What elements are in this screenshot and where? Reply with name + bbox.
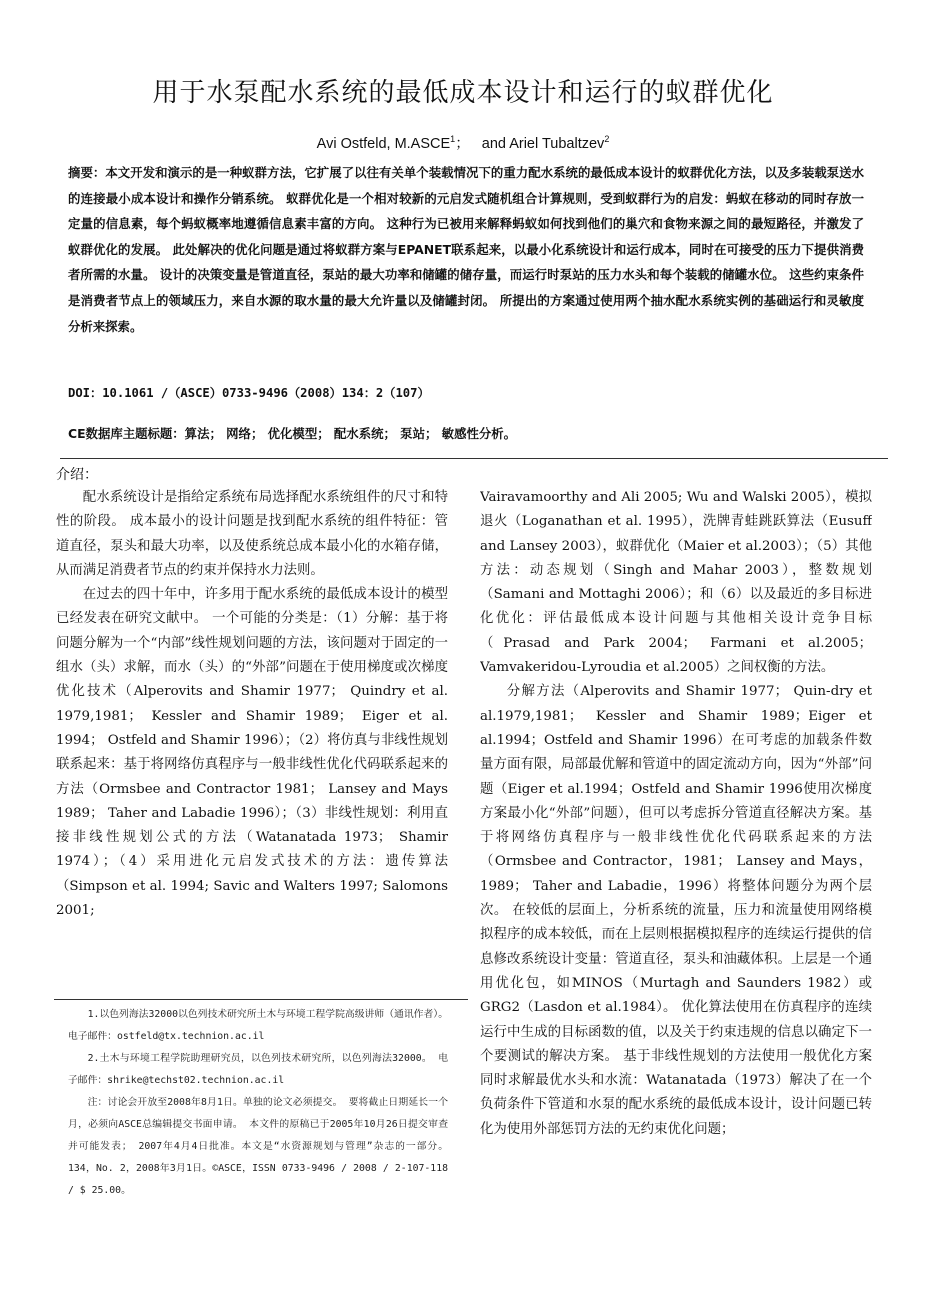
doi: DOI：10.1061 /（ASCE）0733-9496（2008）134：2（107） bbox=[68, 386, 430, 400]
author-2-affiliation-mark: 2 bbox=[604, 134, 610, 145]
left-column bbox=[56, 486, 448, 972]
abstract: 摘要：本文开发和演示的是一种蚁群方法，它扩展了以往有关单个装载情况下的重力配水系统的最低成本设计的蚁群优化方法，以及多装载泵送水的连接最小成本设计和操作分销系统。 蚁群优化是一个相对较新的元启发式随机组合计算规则，受到蚁群行为的启发：蚂蚁在移动的同时存放一定量的信息素，每个蚂蚁概率地遵循信息素丰富的方向。 这种行为已被用来解释蚂蚁如何找到他们的巢穴和食物来源之间的最短路径，并激发了蚁群优化的发展。 此处解决的优化问题是通过将蚁群方案与EPANET联系起来，以最小化系统设计和运行成本，同时在可接受的压力下提供消费者所需的水量。 设计的决策变量是管道直径，泵站的最大功率和储罐的储存量，而运行时泵站的压力水头和每个装载的储罐水位。 这些约束条件是消费者节点上的领域压力，来自水源的取水量的最大允许量以及储罐封闭。 所提出的方案通过使用两个抽水配水系统实例的基础运行和灵敏度分析来探索。 bbox=[68, 165, 864, 334]
section-divider bbox=[60, 458, 888, 459]
author-1: Avi Ostfeld, M.ASCE bbox=[316, 136, 451, 152]
footnote-note: 注：讨论会开放至2008年8月1日。单独的论文必须提交。 要将截止日期延长一个月，必须向ASCE总编辑提交书面申请。 本文件的原稿已于2005年10月26日提交审查并可能发表； 2007年4月4日批准。本文是“水资源规划与管理”杂志的一部分。 134，No. 2，2008年3月1日。©ASCE，ISSN 0733-9496 / 2008 / 2-107-118 / $ 25.00。 bbox=[68, 1097, 448, 1196]
footnote-divider bbox=[54, 999, 468, 1000]
keywords: CE数据库主题标题：算法； 网络； 优化模型； 配水系统； 泵站； 敏感性分析。 bbox=[68, 426, 517, 441]
author-separator: ； bbox=[455, 136, 470, 152]
author-2: and Ariel Tubaltzev bbox=[481, 136, 605, 152]
footnote-affiliation-1: 1.以色列海法32000以色列技术研究所土木与环境工程学院高级讲师（通讯作者）。 电子邮件：ostfeld@tx.technion.ac.il bbox=[68, 1009, 448, 1042]
paper-title: 用于水泵配水系统的最低成本设计和运行的蚁群优化 bbox=[152, 78, 774, 108]
right-column bbox=[480, 486, 872, 1276]
paragraph: Vairavamoorthy and Ali 2005; Wu and Walski 2005），模拟退火（Loganathan et al. 1995），洗牌青蛙跳跃算法（Eusuff and Lansey 2003），蚁群优化（Maier et al.2003）；（5）其他方法：动态规划（Singh and Mahar 2003），整数规划（Samani and Mottaghi 2006）；和（6）以及最近的多目标进化优化：评估最低成本设计问题与其他相关设计竞争目标（Prasad and Park 2004； Farmani et al.2005；Vamvakeridou-Lyroudia et al.2005）之间权衡的方法。 bbox=[480, 490, 872, 676]
paragraph: 在过去的四十年中，许多用于配水系统的最低成本设计的模型已经发表在研究文献中。 一个可能的分类是：（1）分解：基于将问题分解为一个“内部”线性规划问题的方法，该问题对于固定的一组水（头）求解，而水（头）的“外部”问题在于使用梯度或次梯度优化技术（Alperovits and Shamir 1977； Quindry et al. 1979,1981； Kessler and Shamir 1989； Eiger et al. 1994； Ostfeld and Shamir 1996）；（2）将仿真与非线性规划联系起来：基于将网络仿真程序与一般非线性优化代码联系起来的方法（Ormsbee and Contractor 1981； Lansey and Mays 1989； Taher and Labadie 1996）；（3）非线性规划：利用直接非线性规划公式的方法（Watanatada 1973； Shamir 1974）；（4）采用进化元启发式技术的方法：遗传算法（Simpson et al. 1994; Savic and Walters 1997; Salomons 2001; bbox=[56, 587, 448, 919]
footnote-affiliation-2: 2.土木与环境工程学院助理研究员，以色列技术研究所，以色列海法32000。 电子邮件：shrike@techst02.technion.ac.il bbox=[68, 1053, 448, 1086]
paragraph: 分解方法（Alperovits and Shamir 1977； Quin-dry et al.1979,1981； Kessler and Shamir 1989；Eiger et al.1994；Ostfeld and Shamir 1996）在可考虑的加载条件数量方面有限，局部最优解和管道中的固定流动方向，因为“外部”问题（Eiger et al.1994；Ostfeld and Shamir 1996使用次梯度方案最小化“外部”问题），但可以考虑拆分管道直径解决方案。基于将网络仿真程序与一般非线性优化代码联系起来的方法（Ormsbee and Contractor，1981； Lansey and Mays，1989； Taher and Labadie，1996）将整体问题分为两个层次。 在较低的层面上，分析系统的流量，压力和流量使用网络模拟程序的成本较低，而在上层则根据模拟程序的连续运行提供的信息修改系统设计变量：管道直径，泵头和油藏体积。上层是一个通用优化包，如MINOS（Murtagh and Saunders 1982）或GRG2（Lasdon et al.1984）。 优化算法使用在仿真程序的连续运行中生成的目标函数的值，以及关于约束违规的信息以确定下一个要测试的解决方案。 基于非线性规划的方法使用一般优化方案同时求解最优水头和水流：Watanatada（1973）解决了在一个负荷条件下管道和水泵的配水系统的最低成本设计，设计问题已转化为使用外部惩罚方法的无约束优化问题； bbox=[480, 684, 872, 1137]
author-line bbox=[0, 132, 926, 153]
author-1-affiliation-mark: 1 bbox=[450, 134, 456, 145]
footnotes bbox=[68, 1004, 448, 1244]
section-heading-introduction: 介绍： bbox=[56, 467, 98, 483]
paragraph: 配水系统设计是指给定系统布局选择配水系统组件的尺寸和特性的阶段。 成本最小的设计问题是找到配水系统的组件特征：管道直径，泵头和最大功率，以及使系统总成本最小化的水箱存储，从而满足消费者节点的约束并保持水力法则。 bbox=[56, 490, 448, 578]
